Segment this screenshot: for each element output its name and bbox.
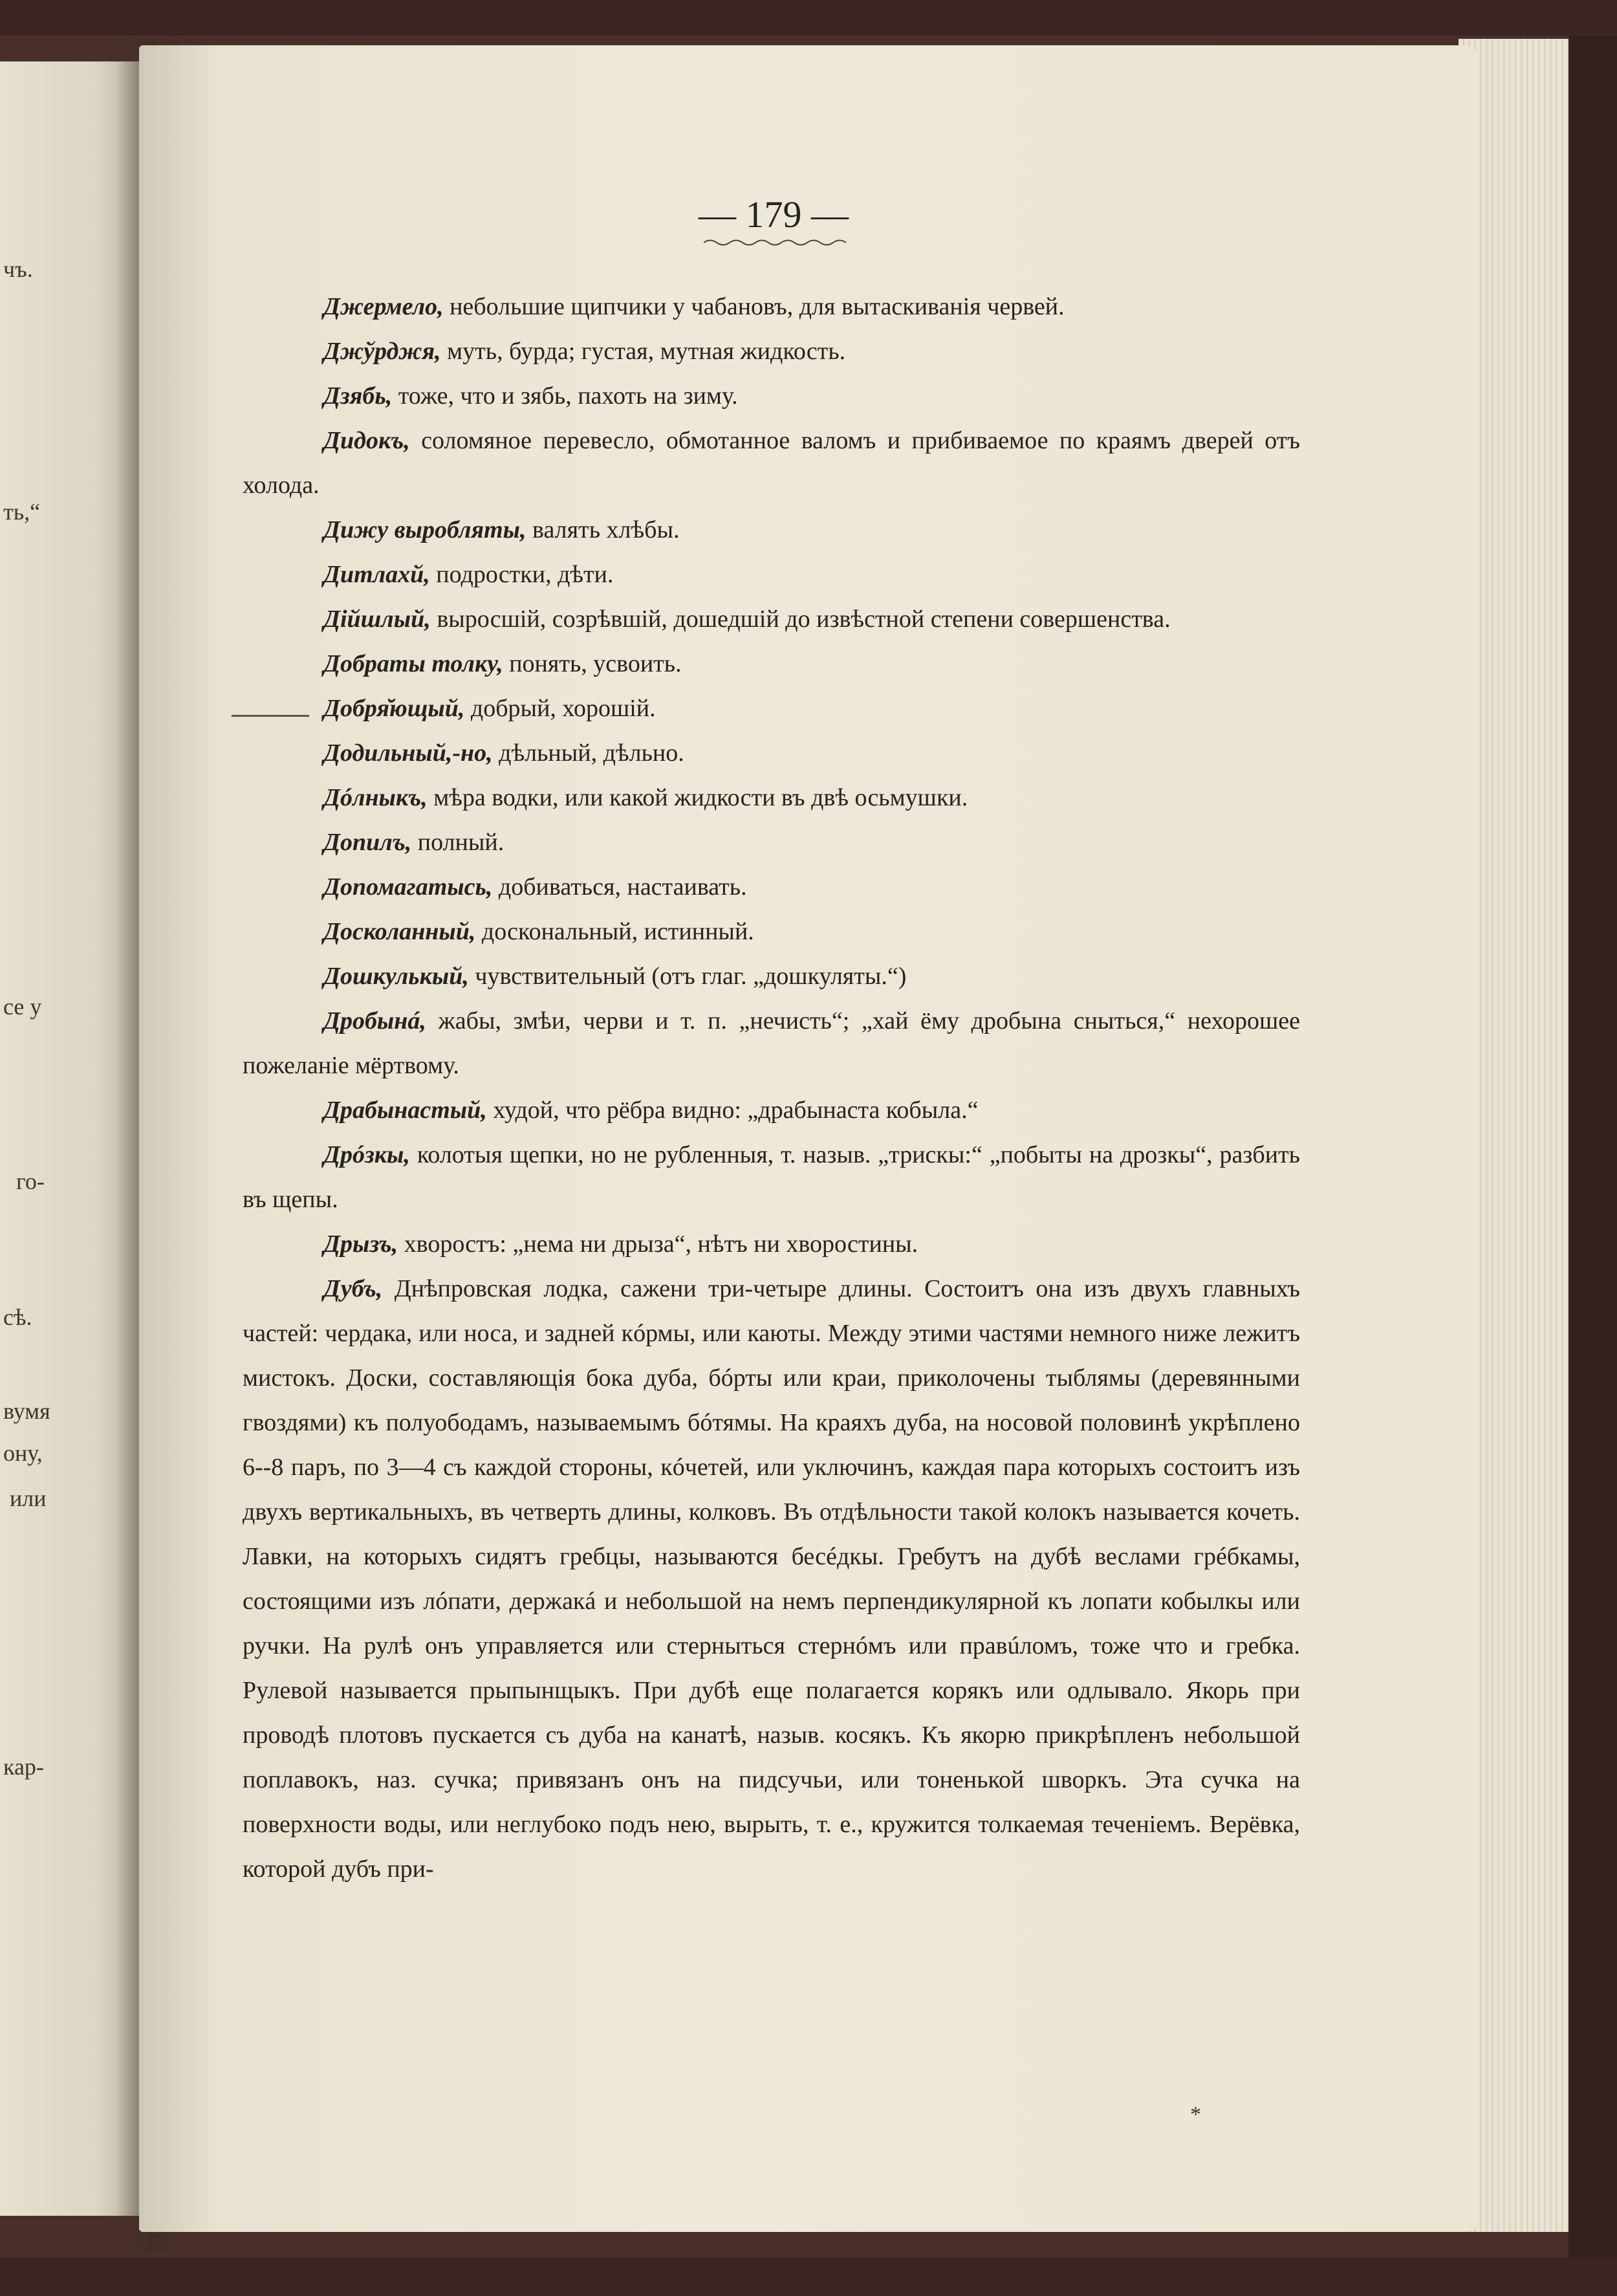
entry-definition: небольшие щипчики у чабановъ, для вытаскиванія червей. [443,293,1065,320]
dictionary-entry [243,329,1300,374]
entry-headword: Джермело, [323,293,444,320]
entry-headword: Дошкулькый, [323,963,469,990]
entry-headword: Дійшлый, [323,606,431,633]
entry-definition: чувствительный (отъ глаг. „дошкуляты.“) [468,963,907,990]
entry-definition: дѣльный, дѣльно. [492,739,684,767]
entry-headword: Дрызъ, [323,1230,398,1258]
left-page-fragment: или [10,1485,47,1511]
entry-headword: Дробынá, [323,1007,426,1034]
entry-definition: подростки, дѣти. [429,561,614,588]
dictionary-entry [243,597,1300,642]
entry-headword: Додильный,-но, [323,739,493,767]
entry-headword: Дубъ, [323,1275,383,1302]
dictionary-entry [243,508,1300,552]
entry-definition: добрый, хорошій. [464,695,656,722]
entry-headword: Добря̆ющый, [323,695,465,722]
entry-headword: Драбынастый, [323,1097,487,1124]
entry-headword: Дидокъ, [323,427,410,454]
dictionary-entries [243,285,1300,1892]
dictionary-entry [243,419,1300,508]
entry-headword: Дижу выробляты, [323,516,526,543]
entry-headword: Дрóзкы, [323,1141,410,1168]
book-frame-bottom [0,2258,1617,2296]
dictionary-entry [243,1133,1300,1222]
dictionary-entry [243,1267,1300,1892]
left-page-fragment: го- [16,1168,45,1194]
entry-definition: колотыя щепки, но не рубленныя, т. назыв. „трискы:“ „побыты на дрозкы“, разбить въ щепы. [243,1141,1300,1213]
entry-definition: полный. [411,829,505,856]
dictionary-entry [243,910,1300,954]
entry-definition: валять хлѣбы. [526,516,680,543]
entry-definition: худой, что рёбра видно: „драбынаста кобыла.“ [486,1097,979,1124]
page-number: — 179 — [699,193,849,235]
entry-definition: понять, усвоить. [503,650,682,677]
entry-headword: Дзябь, [323,382,393,410]
entry-headword: Добраты толку, [323,650,503,677]
dictionary-entry [243,865,1300,910]
entry-definition: тоже, что и зябь, пахоть на зиму. [392,382,738,410]
dictionary-entry [243,731,1300,776]
left-page-fragment: ть,“ [3,499,41,525]
left-page-fragment: вумя [3,1398,50,1424]
book-cover-edge [1568,36,1617,2258]
left-page-fragment: кар- [3,1754,44,1780]
left-page-fragment: сѣ. [3,1304,32,1330]
dictionary-entry [243,820,1300,865]
entry-headword: Джўрджя, [323,338,441,365]
entry-headword: Дитлахй, [323,561,430,588]
dictionary-entry [243,374,1300,419]
entry-headword: Дóлныкъ, [323,784,428,811]
entry-definition: хворостъ: „нема ни дрыза“, нѣтъ ни хворостины. [398,1230,918,1258]
left-page-fragment: чъ. [3,256,33,282]
entry-definition: выросшій, созрѣвшій, дошедшій до извѣстной степени совершенства. [430,606,1171,633]
entry-headword: Допилъ, [323,829,412,856]
entry-definition: жабы, змѣи, черви и т. п. „нечисть“; „хай ёму дробына сныться,“ нехорошее пожеланіе мёртвому. [243,1007,1300,1079]
entry-definition: Днѣпровская лодка, сажени три-четыре длины. Состоитъ она изъ двухъ главныхъ частей: чердака, или носа, и задней кóрмы, или каюты. Между этими частями немного ниже лежитъ мистокъ. Доски, составляющія бока дуба, бóрты или краи, приколочены тыблямы (деревянными гвоздями) къ полуободамъ, называемымъ бóтямы. На краяхъ дуба, на носовой половинѣ укрѣплено 6--8 паръ, по 3—4 съ каждой стороны, кóчетей, или уключинъ, каждая пара которыхъ состоитъ изъ двухъ вертикальныхъ, въ четверть длины, колковъ. Въ отдѣльности такой колокъ называется кочеть. Лавки, на которыхъ сидятъ гребцы, называются бесéдкы. Гребутъ на дубѣ веслами грéбкамы, состоящими изъ лóпати, держакá и небольшой на немъ перпендикулярной къ лопати кобылкы или ручки. На рулѣ онъ управляется или стерныться стернóмъ или правúломъ, тоже что и гребка. Рулевой называется прыпынщыкъ. При дубѣ еще полагается корякъ или одлывало. Якорь при проводѣ плотовъ пускается съ дуба на канатѣ, назыв. косякъ. Къ якорю прикрѣпленъ небольшой поплавокъ, наз. сучка; привязанъ онъ на пидсучьи, или тоненькой шворкъ. Эта сучка на поверхности воды, или неглубоко подъ нею, вырыть, т. е., кружится толкаемая теченіемъ. Верёвка, которой дубъ при- [243,1275,1300,1883]
left-page-fragment: ону, [3,1440,43,1466]
dictionary-entry [243,954,1300,999]
entry-definition: соломяное перевесло, обмотанное валомъ и прибиваемое по краямъ дверей отъ холода. [243,427,1300,499]
dictionary-entry [243,1222,1300,1267]
dictionary-entry [243,642,1300,686]
entry-headword: Досколанный, [323,918,476,945]
book-frame-top [0,0,1617,36]
entry-definition: доскональный, истинный. [475,918,754,945]
entry-headword: Допомагатысь, [323,873,493,901]
dictionary-entry [243,285,1300,329]
dictionary-entry [243,1088,1300,1133]
entry-definition: муть, бурда; густая, мутная жидкость. [440,338,846,365]
footnote-asterisk: * [1190,2103,1201,2127]
entry-definition: добиваться, настаивать. [492,873,747,901]
dictionary-entry [243,776,1300,820]
dictionary-entry [243,552,1300,597]
page-number-ornament [704,238,846,247]
dictionary-entry [243,686,1300,731]
left-page-fragment: се у [3,994,42,1020]
dictionary-entry [243,999,1300,1088]
entry-definition: мѣра водки, или какой жидкости въ двѣ осьмушки. [427,784,968,811]
